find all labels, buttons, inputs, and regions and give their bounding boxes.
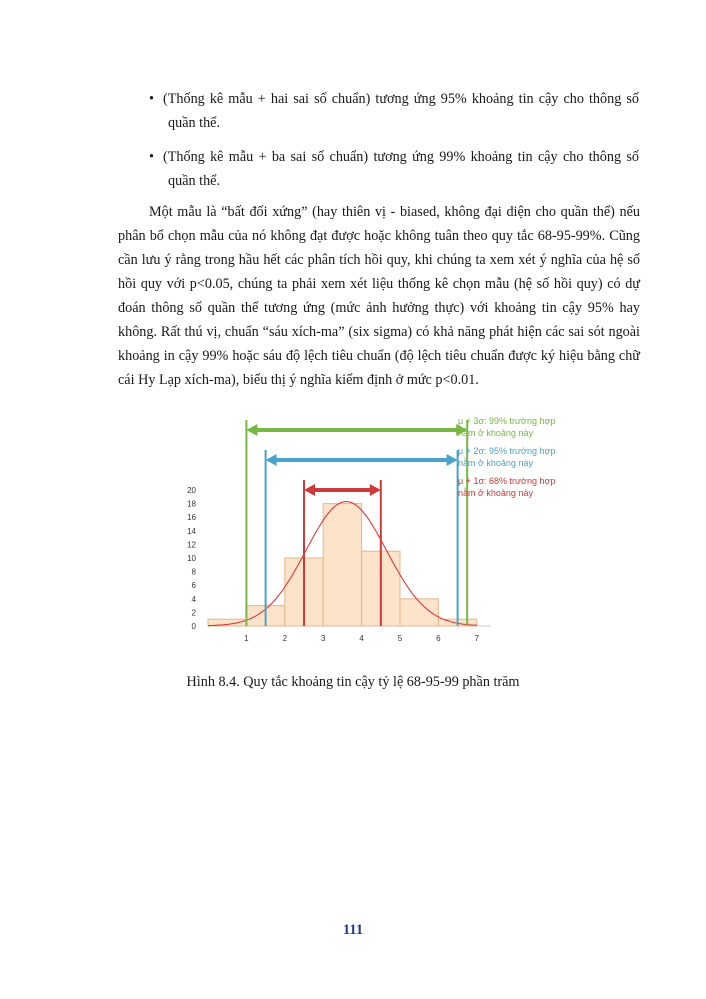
bullet-2-line1: (Thống kê mẫu + ba sai số chuẩn) tương ứng 99% khoảng tin cậy cho thông số xyxy=(163,149,639,165)
bullet-dot: • xyxy=(149,91,154,107)
bullet-dot: • xyxy=(149,149,154,165)
paragraph-line: phân bổ chọn mẫu của nó không đạt được hoặc không tuân theo quy tắc 68-95-99%. Cũng xyxy=(118,228,640,244)
y-tick-label: 12 xyxy=(187,540,196,550)
interval-arrow-head-left xyxy=(246,424,257,436)
y-tick-label: 6 xyxy=(191,581,196,591)
x-tick-label: 1 xyxy=(244,634,249,643)
y-tick-label: 14 xyxy=(187,526,196,536)
y-tick-label: 16 xyxy=(187,513,196,523)
y-tick-label: 2 xyxy=(191,608,196,618)
paragraph-line: cái Hy Lạp xích-ma), biểu thị ý nghĩa kiểm định ở mức p<0.01. xyxy=(118,372,479,388)
paragraph-line: khoảng in cậy 99% hoặc sáu độ lệch tiêu chuẩn (độ lệch tiêu chuẩn được ký hiệu bằng chữ xyxy=(118,348,640,364)
figure-caption: Hình 8.4. Quy tắc khoảng tin cậy tỷ lệ 68-95-99 phần trăm xyxy=(186,674,520,690)
y-tick-label: 0 xyxy=(191,622,196,631)
interval-arrow-head-left xyxy=(266,454,277,466)
bullet-1-line1: (Thống kê mẫu + hai sai số chuẩn) tương ứng 95% khoảng tin cậy cho thông số xyxy=(163,91,639,107)
x-tick-label: 2 xyxy=(282,634,288,643)
legend-line2: nằm ở khoảng này xyxy=(458,458,533,468)
paragraph-line: không. Rất thú vị, chuẩn “sáu xích-ma” (six sigma) có khả năng phát hiện các sai sót ngoài xyxy=(118,324,640,340)
histogram-bar-4 xyxy=(323,504,361,626)
paragraph-line: đoán thông số quần thể tương ứng (mức ảnh hưởng thực) với khoảng tin cậy 95% hay xyxy=(118,300,640,316)
y-tick-label: 8 xyxy=(191,567,196,577)
interval-arrow-head-right xyxy=(447,454,458,466)
x-tick-label: 6 xyxy=(436,634,441,643)
interval-arrow-head-left xyxy=(304,484,315,496)
y-tick-label: 18 xyxy=(187,499,196,509)
page-number: 111 xyxy=(342,922,364,938)
histogram-bar-6 xyxy=(400,599,438,626)
legend-line1: μ + 1σ: 68% trường hợp xyxy=(458,476,556,486)
legend-line2: nằm ở khoảng này xyxy=(458,428,533,438)
x-tick-label: 5 xyxy=(397,634,403,643)
x-tick-label: 3 xyxy=(320,634,326,643)
bullet-1-line2: quần thể. xyxy=(168,115,221,131)
y-tick-label: 20 xyxy=(187,486,196,495)
y-tick-label: 10 xyxy=(187,554,196,563)
paragraph-line: Một mẫu là “bất đối xứng” (hay thiên vị - biased, không đại diện cho quần thể) nếu xyxy=(149,204,640,220)
confidence-interval-chart xyxy=(180,412,600,657)
legend-line1: μ + 3σ: 99% trường hợp xyxy=(458,416,556,426)
legend-line2: nằm ở khoảng này xyxy=(458,488,533,498)
paragraph-line: hồi quy với p<0.05, chúng ta phải xem xét liệu thống kê chọn mẫu (hệ số hồi quy) có dự xyxy=(118,276,640,292)
bullet-1 xyxy=(149,87,639,135)
legend-line1: μ + 2σ: 95% trường hợp xyxy=(458,446,556,456)
bullet-2-line2: quần thể. xyxy=(168,173,221,189)
paragraph-line: cần lưu ý rằng trong hầu hết các phân tích hồi quy, khi chúng ta xem xét ý nghĩa của hệ số xyxy=(118,252,640,268)
y-tick-label: 4 xyxy=(191,594,196,604)
x-tick-label: 7 xyxy=(474,634,480,643)
body-paragraph xyxy=(118,200,640,392)
x-tick-label: 4 xyxy=(359,634,364,643)
bullet-2 xyxy=(149,145,639,193)
interval-arrow-head-right xyxy=(370,484,381,496)
